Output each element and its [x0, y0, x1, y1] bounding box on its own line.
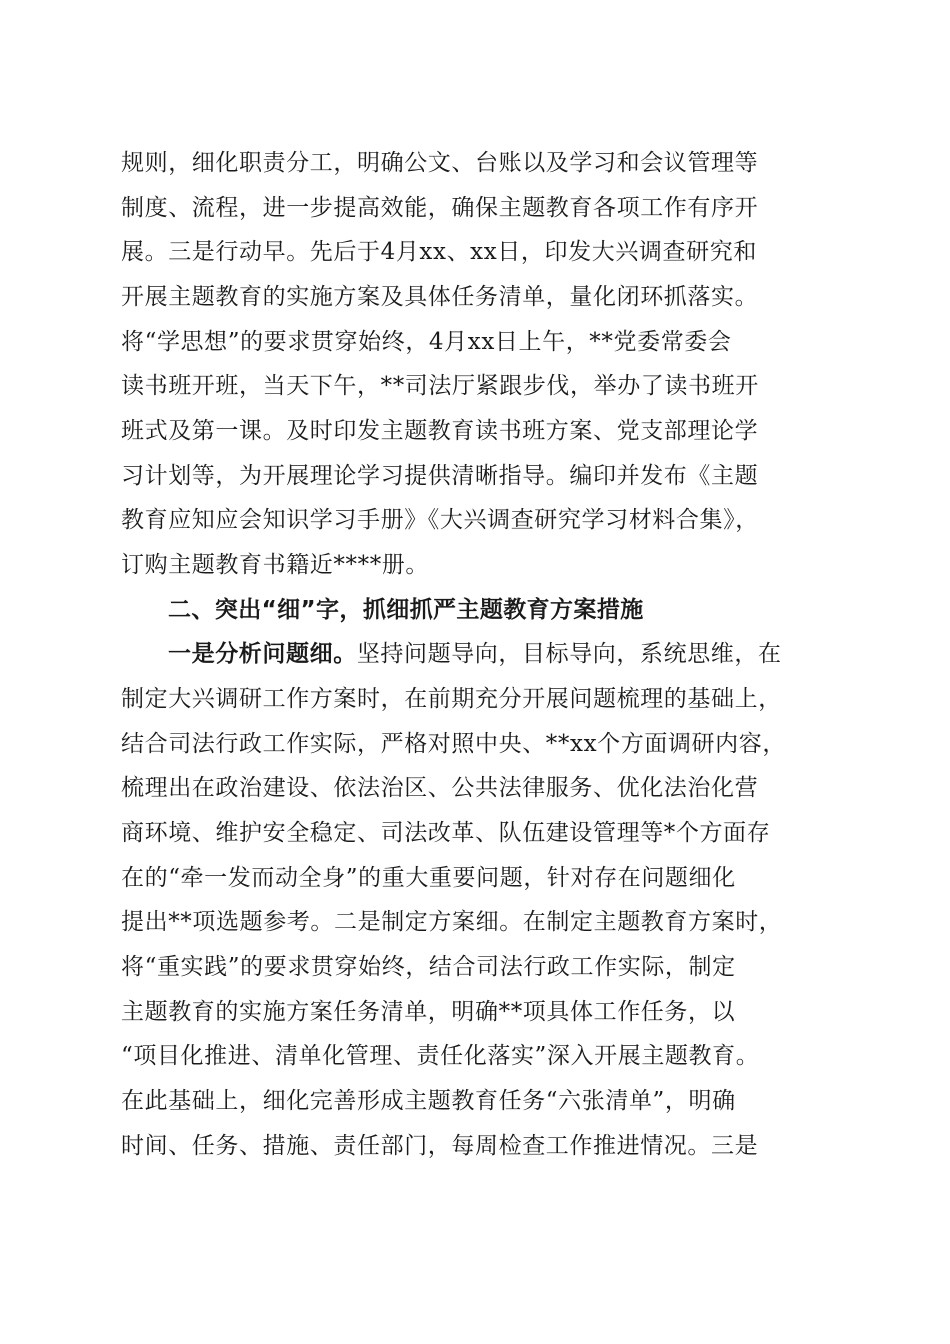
- paragraph-line: 展。三是行动早。先后于4月xx、xx日，印发大兴调查研究和: [121, 239, 757, 265]
- lead-rest: 坚持问题导向，目标导向，系统思维，在: [356, 641, 782, 667]
- paragraph-line: 将“学思想”的要求贯穿始终，4月xx日上午，**党委常委会: [121, 329, 732, 355]
- paragraph-line: 主题教育的实施方案任务清单，明确**项具体工作任务，以: [121, 999, 736, 1025]
- paragraph-line: “项目化推进、清单化管理、责任化落实”深入开展主题教育。: [121, 1043, 760, 1069]
- paragraph-line: 时间、任务、措施、责任部门，每周检查工作推进情况。三是: [121, 1133, 759, 1159]
- paragraph-line: 结合司法行政工作实际，严格对照中央、**xx个方面调研内容，: [121, 731, 786, 757]
- paragraph-line: 制度、流程，进一步提高效能，确保主题教育各项工作有序开: [121, 195, 759, 221]
- paragraph-line: 在的“牵一发而动全身”的重大重要问题，针对存在问题细化: [121, 865, 736, 891]
- paragraph-line: 开展主题教育的实施方案及具体任务清单，量化闭环抓落实。: [121, 284, 759, 310]
- paragraph-line: 订购主题教育书籍近****册。: [121, 552, 429, 578]
- paragraph-line: 制定大兴调研工作方案时，在前期充分开展问题梳理的基础上，: [121, 686, 782, 712]
- paragraph-line: 梳理出在政治建设、依法治区、公共法律服务、优化法治化营: [121, 775, 759, 801]
- paragraph-line: 在此基础上，细化完善形成主题教育任务“六张清单”，明确: [121, 1088, 736, 1114]
- paragraph-line: 教育应知应会知识学习手册》《大兴调查研究学习材料合集》，: [121, 507, 759, 533]
- paragraph-line: 规则，细化职责分工，明确公文、台账以及学习和会议管理等: [121, 150, 759, 176]
- paragraph-line: 提出**项选题参考。二是制定方案细。在制定主题教育方案时，: [121, 909, 783, 935]
- paragraph-line: 习计划等，为开展理论学习提供清晰指导。编印并发布《主题: [121, 463, 759, 489]
- paragraph-line: 将“重实践”的要求贯穿始终，结合司法行政工作实际，制定: [121, 954, 736, 980]
- lead-phrase: 一是分析问题细。: [168, 641, 357, 667]
- section-heading: 二、突出“细”字，抓细抓严主题教育方案措施: [168, 597, 644, 623]
- paragraph-line: 班式及第一课。及时印发主题教育读书班方案、党支部理论学: [121, 418, 759, 444]
- paragraph-line: 商环境、维护安全稳定、司法改革、队伍建设管理等*个方面存: [121, 820, 771, 846]
- paragraph-first-line: [168, 639, 840, 669]
- paragraph-line: 读书班开班，当天下午，**司法厅紧跟步伐，举办了读书班开: [121, 373, 759, 399]
